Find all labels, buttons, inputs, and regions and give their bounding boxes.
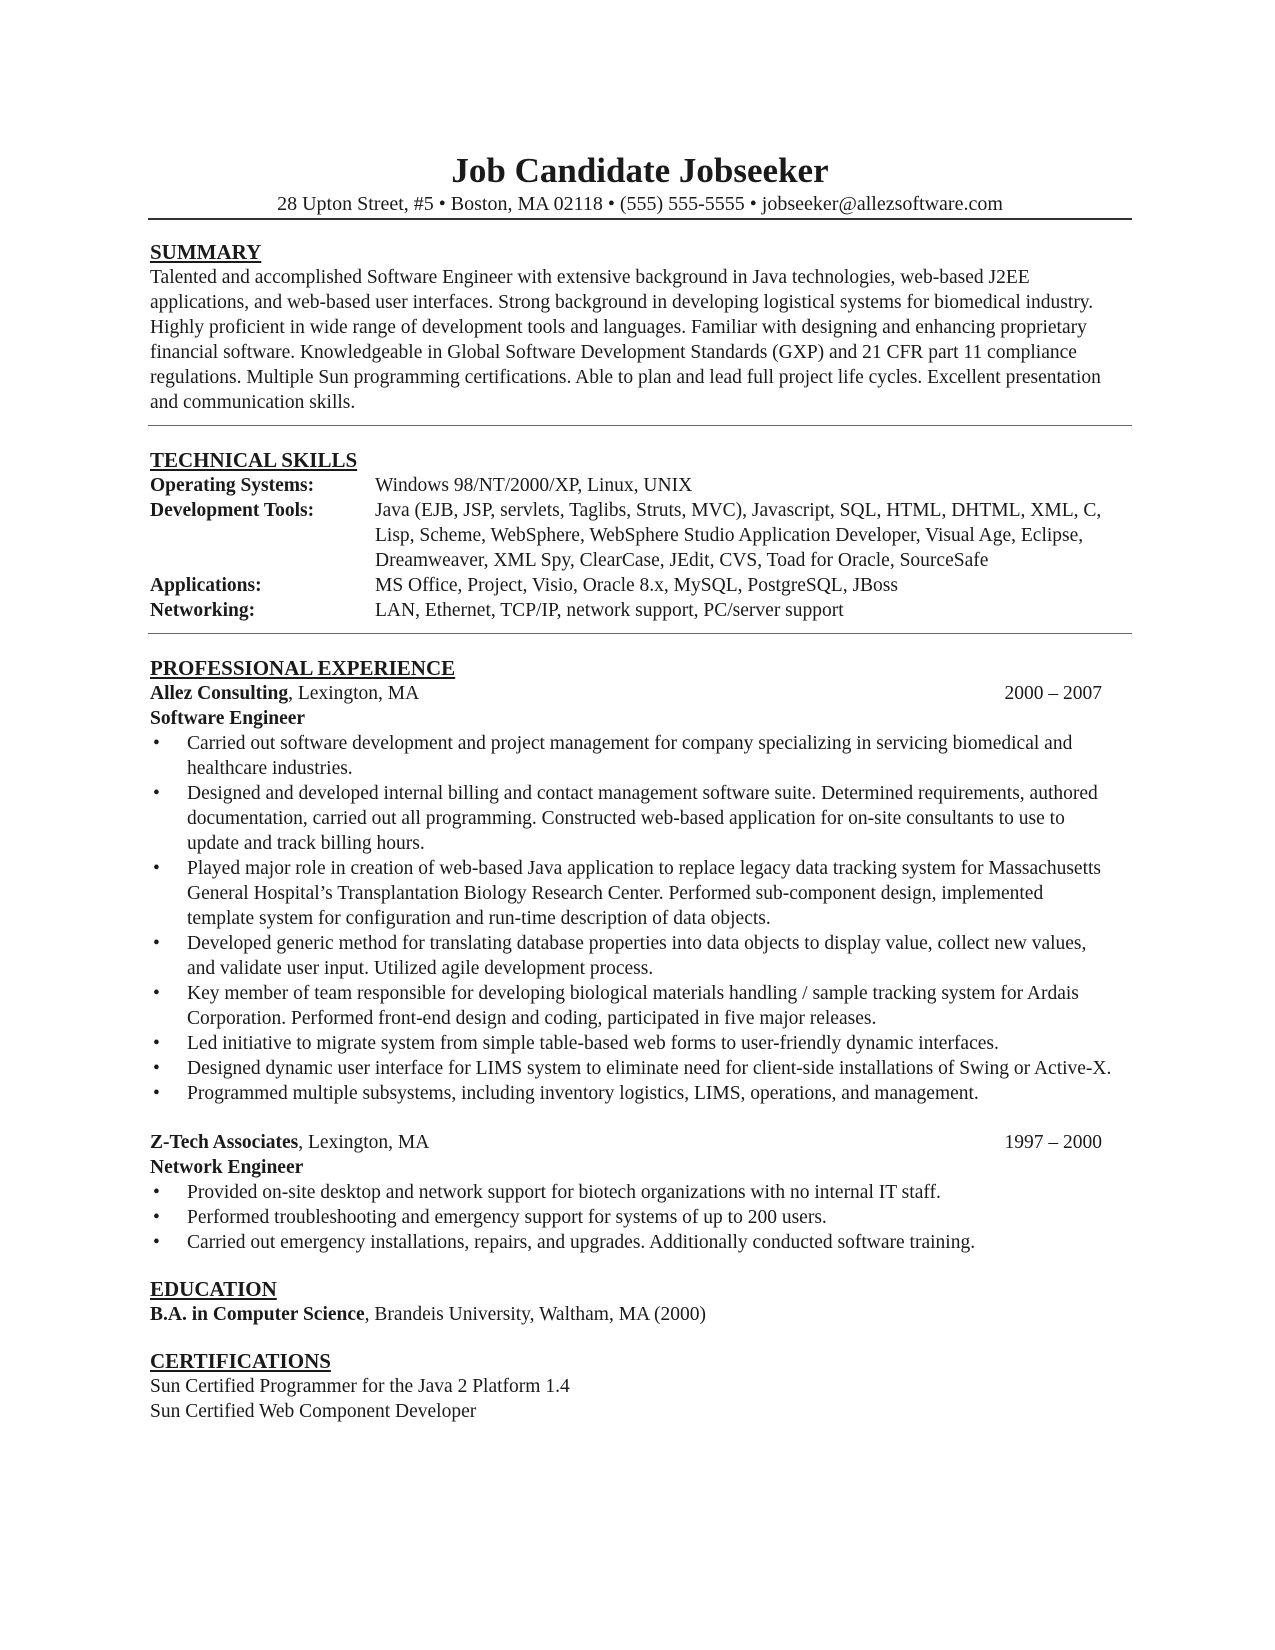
- contact-line: 28 Upton Street, #5 • Boston, MA 02118 • (555) 555-5555 • jobseeker@allezsoftware.com: [277, 193, 1003, 215]
- job-header: [150, 1130, 1130, 1155]
- company-name: Allez Consulting: [150, 683, 289, 704]
- degree: B.A. in Computer Science: [150, 1304, 365, 1325]
- company-name: Z-Tech Associates: [150, 1132, 299, 1153]
- bullet-text: Designed and developed internal billing and contact management software suite. Determined requirements, authored documentation, carried out all programming. Constructed web-based application for on-site consultants to use to update and track billing hours.: [187, 783, 1098, 854]
- bullet-icon: •: [153, 1182, 160, 1203]
- header-divider: [148, 218, 1132, 220]
- list-item: [150, 981, 1112, 1031]
- list-item: [150, 781, 1112, 856]
- bullet-text: Developed generic method for translating database properties into data objects to display value, collect new values, and validate user input. Utilized agile development process.: [187, 933, 1087, 979]
- skill-value: MS Office, Project, Visio, Oracle 8.x, MySQL, PostgreSQL, JBoss: [375, 575, 898, 596]
- list-item: [150, 1230, 1112, 1255]
- skill-value: Windows 98/NT/2000/XP, Linux, UNIX: [375, 475, 693, 496]
- list-item: [150, 731, 1112, 781]
- bullet-icon: •: [153, 1033, 160, 1054]
- skill-label: Development Tools:: [150, 500, 315, 521]
- education-entry: [150, 1302, 1130, 1327]
- skill-label: Networking:: [150, 600, 256, 621]
- skills-heading: TECHNICAL SKILLS: [150, 448, 358, 472]
- bullet-icon: •: [153, 1207, 160, 1228]
- certifications-heading: CERTIFICATIONS: [150, 1349, 331, 1373]
- bullet-text: Played major role in creation of web-based Java application to replace legacy data tracking system for Massachusetts General Hospital’s Transplantation Biology Research Center. Performed sub-component design, implemented template system for configuration and run-time description of data objects.: [187, 858, 1101, 929]
- job-dates: 1997 – 2000: [1004, 1132, 1102, 1153]
- bullet-text: Programmed multiple subsystems, including inventory logistics, LIMS, operations, and management.: [187, 1083, 979, 1104]
- bullet-text: Designed dynamic user interface for LIMS system to eliminate need for client-side installations of Swing or Active-X.: [187, 1058, 1112, 1079]
- bullet-text: Carried out emergency installations, repairs, and upgrades. Additionally conducted software training.: [187, 1232, 976, 1253]
- skill-value: LAN, Ethernet, TCP/IP, network support, PC/server support: [375, 600, 844, 621]
- skill-value: Java (EJB, JSP, servlets, Taglibs, Struts, MVC), Javascript, SQL, HTML, DHTML, XML, C, Lisp, Scheme, WebSphere, WebSphere Studio Application Developer, Visual Age, Eclipse, Dreamweaver, XML Spy, ClearCase, JEdit, CVS, Toad for Oracle, SourceSafe: [375, 500, 1102, 571]
- job-title: Network Engineer: [150, 1157, 304, 1178]
- bullet-icon: •: [153, 1232, 160, 1253]
- list-item: [150, 1056, 1112, 1081]
- summary-divider: [148, 425, 1132, 426]
- job-spacer: [150, 1106, 1130, 1130]
- job-entry: [150, 1130, 1130, 1255]
- bullet-icon: •: [153, 783, 160, 804]
- bullet-icon: •: [153, 733, 160, 754]
- bullet-text: Carried out software development and project management for company specializing in servicing biomedical and healthcare industries.: [187, 733, 1073, 779]
- bullet-text: Performed troubleshooting and emergency support for systems of up to 200 users.: [187, 1207, 827, 1228]
- job-bullets: [150, 731, 1130, 1106]
- bullet-icon: •: [153, 983, 160, 1004]
- list-item: [150, 931, 1112, 981]
- bullet-text: Key member of team responsible for developing biological materials handling / sample tracking system for Ardais Corporation. Performed front-end design and coding, participated in five major releases.: [187, 983, 1079, 1029]
- skills-divider: [148, 633, 1132, 634]
- skill-label: Operating Systems:: [150, 475, 315, 496]
- job-bullets: [150, 1180, 1130, 1255]
- certification-item: Sun Certified Programmer for the Java 2 Platform 1.4: [150, 1376, 570, 1397]
- job-entry: [150, 681, 1130, 1106]
- resume-content: [150, 150, 1130, 1424]
- list-item: [150, 1180, 1112, 1205]
- job-dates: 2000 – 2007: [1004, 683, 1102, 704]
- bullet-icon: •: [153, 933, 160, 954]
- company-location: , Lexington, MA: [288, 683, 420, 704]
- bullet-icon: •: [153, 858, 160, 879]
- experience-section: [150, 656, 1130, 1255]
- bullet-icon: •: [153, 1058, 160, 1079]
- education-section: [150, 1277, 1130, 1327]
- skills-table: [150, 473, 1130, 623]
- certification-item: Sun Certified Web Component Developer: [150, 1401, 477, 1422]
- list-item: [150, 1031, 1112, 1056]
- job-title: Software Engineer: [150, 708, 306, 729]
- bullet-icon: •: [153, 1083, 160, 1104]
- certifications-section: [150, 1349, 1130, 1424]
- list-item: [150, 856, 1112, 931]
- bullet-text: Led initiative to migrate system from simple table-based web forms to user-friendly dynamic interfaces.: [187, 1033, 999, 1054]
- skill-label: Applications:: [150, 575, 262, 596]
- experience-heading: PROFESSIONAL EXPERIENCE: [150, 656, 456, 680]
- education-heading: EDUCATION: [150, 1277, 277, 1301]
- company-location: , Lexington, MA: [298, 1132, 430, 1153]
- list-item: [150, 1081, 1112, 1106]
- education-details: , Brandeis University, Waltham, MA (2000): [364, 1304, 706, 1325]
- summary-section: [150, 240, 1130, 426]
- candidate-name: Job Candidate Jobseeker: [451, 151, 829, 190]
- summary-text: Talented and accomplished Software Engineer with extensive background in Java technologies, web-based J2EE applications, and web-based user interfaces. Strong background in developing logistical systems for biomedical industry. Highly proficient in wide range of development tools and languages. Familiar with designing and enhancing proprietary financial software. Knowledgeable in Global Software Development Standards (GXP) and 21 CFR part 11 compliance regulations. Multiple Sun programming certifications. Able to plan and lead full project life cycles. Excellent presentation and communication skills.: [150, 267, 1101, 413]
- list-item: [150, 1205, 1112, 1230]
- job-header: [150, 681, 1130, 706]
- bullet-text: Provided on-site desktop and network support for biotech organizations with no internal IT staff.: [187, 1182, 941, 1203]
- summary-heading: SUMMARY: [150, 240, 262, 264]
- skills-section: [150, 448, 1130, 634]
